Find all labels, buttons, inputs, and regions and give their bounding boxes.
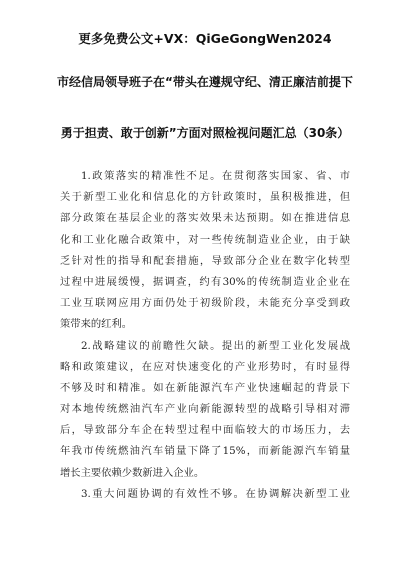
- paragraph-2-line: 不够及时和精准。如在新能源汽车产业快速崛起的背景下: [60, 381, 350, 394]
- paragraph-2-line: 增长主要依赖少数新进入企业。: [60, 466, 205, 479]
- promo-header: 更多免费公文+VX：QiGeGongWen2024: [78, 31, 332, 46]
- document-title-line-2: 勇于担责、敢于创新”方面对照检视问题汇总（30条）: [60, 126, 350, 140]
- paragraph-2-line: 略和政策建议，在应对快速变化的产业形势时，有时显得: [60, 360, 350, 373]
- paragraph-1-line: 关于新型工业化和信息化的方针政策时，虽积极推进，但: [60, 191, 350, 204]
- paragraph-3-line: 3.重大问题协调的有效性不够。在协调解决新型工业: [81, 487, 350, 500]
- paragraph-2-line: 2.战略建议的前瞻性欠缺。提出的新型工业化发展战: [81, 339, 350, 352]
- paragraph-1-line: 过程中进展缓慢，据调查，约有30%的传统制造业企业在: [60, 275, 350, 288]
- paragraph-1-line: 工业互联网应用方面仍处于初级阶段，未能充分享受到政: [60, 297, 350, 310]
- document-body: [60, 166, 350, 505]
- paragraph-1-line: 乏针对性的指导和配套措施，导致部分企业在数字化转型: [60, 254, 350, 267]
- paragraph-1-line: 化和工业化融合政策中，对一些传统制造业企业，由于缺: [60, 233, 350, 246]
- paragraph-2-line: 对本地传统燃油汽车产业向新能源转型的战略引导相对滞: [60, 403, 350, 416]
- paragraph-1-line: 部分政策在基层企业的落实效果未达预期。如在推进信息: [60, 212, 350, 225]
- paragraph-2-line: 后，导致部分车企在转型过程中面临较大的市场压力，去: [60, 424, 350, 437]
- paragraph-2-line: 年我市传统燃油汽车销量下降了15%，而新能源汽车销量: [60, 445, 350, 458]
- paragraph-1-line: 策带来的红利。: [60, 318, 133, 331]
- paragraph-1-line: 1.政策落实的精准性不足。在贯彻落实国家、省、市: [81, 170, 350, 182]
- document-title-line-1: 市经信局领导班子在“带头在遵规守纪、清正廉洁前提下: [57, 75, 353, 89]
